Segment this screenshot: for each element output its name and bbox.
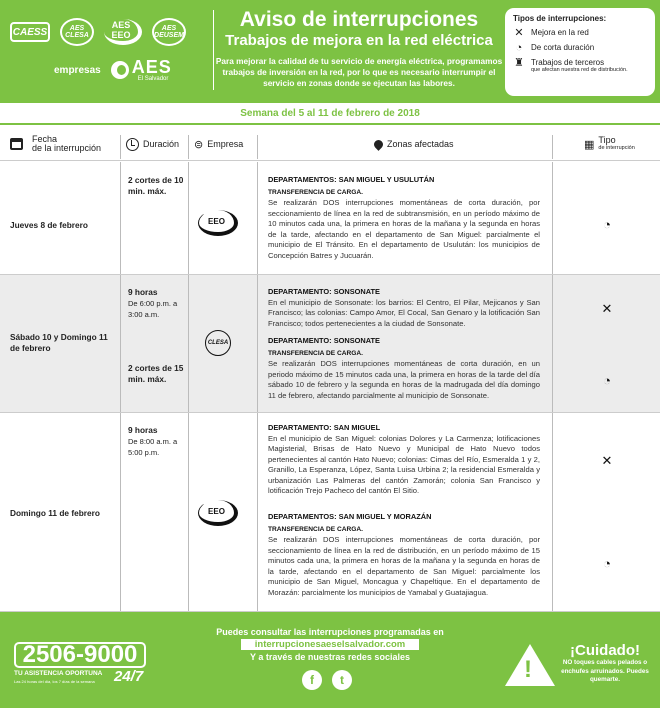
zone-department: DEPARTAMENTOS: SAN MIGUEL Y USULUTÁN	[268, 175, 435, 184]
company-logo-clesa: CLESA	[205, 330, 231, 356]
table-row	[0, 275, 660, 413]
social-links	[302, 670, 352, 690]
column-divider	[188, 135, 189, 159]
column-divider	[257, 413, 258, 611]
short-outage-icon: ◔	[603, 373, 611, 388]
zone-entry	[268, 336, 540, 401]
interruption-types-legend	[505, 8, 655, 96]
column-divider	[552, 162, 553, 274]
zone-department: DEPARTAMENTO: SAN MIGUEL	[268, 423, 381, 432]
zone-entry	[268, 175, 540, 261]
page-subtitle: Trabajos de mejora en la red eléctrica	[225, 32, 493, 49]
legend-title: Tipos de interrupciones:	[513, 14, 607, 23]
company-logos	[10, 18, 210, 82]
deusem-logo: AES DEUSEM	[152, 18, 186, 46]
row-duration	[128, 175, 184, 196]
table-header	[0, 127, 660, 161]
row-date: Jueves 8 de febrero	[10, 220, 88, 230]
header-tipo-sublabel: de interrupción	[598, 145, 635, 151]
column-divider	[257, 162, 258, 274]
warning-text: NO toques cables pelados o enchufes arruinados. Puedes quemarte.	[561, 659, 649, 683]
header-fecha-label: Fecha	[32, 134, 58, 144]
legend-label: Trabajos de terceros	[531, 58, 605, 67]
zone-entry	[268, 287, 540, 329]
table-row	[0, 162, 660, 275]
short-outage-icon: ◔	[515, 42, 523, 54]
caess-logo: CAESS	[10, 22, 50, 42]
zone-department: DEPARTAMENTO: SONSONATE	[268, 336, 380, 345]
duration-main: 2 cortes de 15 min. máx.	[128, 363, 184, 384]
header-tipo	[584, 127, 635, 161]
header-banner	[0, 0, 660, 103]
tools-icon: ✕	[601, 453, 613, 468]
page-title: Aviso de interrupciones	[239, 8, 479, 31]
phone-tagline: TU ASISTENCIA OPORTUNA	[14, 670, 103, 677]
zone-entry	[268, 512, 540, 598]
column-divider	[552, 413, 553, 611]
week-bar	[0, 103, 660, 125]
header-fecha-sublabel: de la interrupción	[32, 143, 102, 153]
legend-label: De corta duración	[531, 43, 595, 52]
website-link[interactable]: interrupcionesaeselsalvador.com	[241, 639, 419, 650]
zone-description: Se realizarán DOS interrupciones momentáneas de corta duración, por seccionamiento de línea en la red de subtransmisión, en un período máximo de 10 minutos cada una, la primera en horas de la mañana y la segunda en horas de la tarde, afectando en el departamento de San Miguel: parcialmente el municipio de El Tránsito. En el departamento de Usulután: los municipios de Concepción Batres y Jucuarán.	[268, 198, 540, 260]
column-divider	[552, 135, 553, 159]
company-logo-eeo: EEO	[198, 210, 238, 236]
row-date: Sábado 10 y Domingo 11 de febrero	[10, 332, 108, 353]
column-divider	[120, 135, 121, 159]
tools-icon: ✕	[514, 27, 524, 39]
twitter-icon[interactable]: t	[332, 670, 352, 690]
column-divider	[257, 275, 258, 412]
duration-main: 9 horas	[128, 425, 158, 435]
zone-description: Se realizarán DOS interrupciones momentáneas de corta duración, por seccionamiento de línea en la red de distribución, en un período máximo de 15 minutos cada una, la primera en horas de la mañana y la segunda en horas de la tarde, afectando en el departamento de San Miguel: parcialmente los municipio de San Miguel, Moncagua y Chapeltique. En el departamento de Morazán: parcialmente los municipios de Yamabal y Guatajiagua.	[268, 535, 540, 597]
calendar-icon	[10, 138, 23, 150]
zone-subtitle: TRANSFERENCIA DE CARGA.	[268, 349, 364, 357]
duration-main: 2 cortes de 10 min. máx.	[128, 175, 184, 196]
row-date: Domingo 11 de febrero	[10, 508, 100, 518]
zone-description: En el municipio de Sonsonate: los barrios: El Centro, El Pilar, Mejicanos y San Francisco; las colonias: Campo Amor, El Cocal, San Genaro y la lotificación San Francisco; todos pertenecientes a la ciudad de Sonsonate.	[268, 297, 540, 328]
duration-detail: De 6:00 p.m. a 3:00 a.m.	[128, 298, 178, 319]
header-duracion-label: Duración	[143, 139, 180, 149]
clock-icon	[126, 138, 139, 151]
header-duracion	[126, 127, 179, 161]
header-fecha	[10, 127, 101, 161]
company-logo-eeo: EEO	[198, 500, 238, 526]
header-empresa	[194, 127, 243, 161]
aes-brand: AES	[131, 57, 172, 77]
phone-number[interactable]: 2506-9000	[14, 642, 146, 668]
row-duration	[128, 363, 184, 384]
column-divider	[188, 162, 189, 274]
footer	[0, 612, 660, 708]
type-icon: ▦	[584, 138, 595, 151]
aes-logo	[111, 58, 172, 82]
consult-block	[195, 627, 465, 662]
aes-brand-sub: El Salvador	[137, 76, 169, 82]
zone-department: DEPARTAMENTOS: SAN MIGUEL Y MORAZÁN	[268, 512, 432, 521]
eeo-logo: AES EEO	[104, 19, 142, 45]
duration-detail: De 8:00 a.m. a 5:00 p.m.	[128, 436, 178, 457]
zone-description: Se realizarán DOS interrupciones momentáneas de corta duración, en un periodo máximo de 15 minutos cada una, la primera en horas de la tarde del día sábado 10 de febrero y la segunda en horas de la madrugada del día domingo 11 de febrero, afectando parcialmente al municipio de Sonsonate.	[268, 359, 540, 400]
title-block	[214, 8, 504, 89]
column-divider	[188, 275, 189, 412]
legend-item-short	[513, 43, 647, 53]
consult-line-2: Y a través de nuestras redes sociales	[250, 652, 410, 662]
zone-description: En el municipio de San Miguel: colonias Dolores y La Carmenza; lotificaciones Magisterial, Brisas de Hato Nuevo y Municipal de Hato Nuevo todos pertenecientes al cantón Hato Nuevo; colonias: Cimas del Río, Esmeralda 1 y 2, Granillo, La Esperanza, López, Santa Luisa Urbina 2; la residencial Esmeralda y urbanización Las Palmeras del cantón Zamorán; colonia San Francisco y lotificación Trejo Pacheco del cantón El Sitio.	[268, 433, 540, 495]
column-divider	[120, 275, 121, 412]
bulb-icon: ⊜	[194, 138, 204, 151]
phone-hours: Las 24 horas del día, los 7 días de la semana	[14, 679, 95, 684]
facebook-icon[interactable]: f	[302, 670, 322, 690]
zone-subtitle: TRANSFERENCIA DE CARGA.	[268, 188, 364, 196]
phone-247: 24/7	[114, 668, 144, 685]
table-row	[0, 413, 660, 612]
legend-sublabel: que afectan nuestra red de distribución.	[531, 67, 628, 73]
warning-block	[555, 642, 655, 685]
aes-swirl-icon	[111, 61, 129, 79]
tools-icon: ✕	[601, 301, 613, 316]
column-divider	[120, 162, 121, 274]
header-zonas	[374, 127, 454, 161]
warning-title: ¡Cuidado!	[570, 642, 640, 659]
header-empresa-label: Empresa	[207, 139, 244, 149]
column-divider	[552, 275, 553, 412]
page-description: Para mejorar la calidad de tu servicio de energía eléctrica, programamos trabajos de inversión en la red, por lo que es necesario interrumpir el servicio en zonas donde se ejecutan las labores.	[215, 56, 503, 88]
row-duration	[128, 425, 188, 459]
short-outage-icon: ◔	[603, 556, 611, 571]
row-duration	[128, 287, 188, 321]
tower-icon: ♜	[514, 57, 524, 69]
header-zonas-label: Zonas afectadas	[387, 139, 454, 149]
header-tipo-label: Tipo	[598, 135, 616, 145]
clesa-logo: AES CLESA	[60, 18, 94, 46]
zone-entry	[268, 423, 540, 497]
zone-department: DEPARTAMENTO: SONSONATE	[268, 287, 380, 296]
location-pin-icon	[372, 138, 385, 151]
exclamation-icon: !	[524, 656, 532, 683]
short-outage-icon: ◔	[603, 217, 611, 232]
legend-item-third-party	[513, 58, 647, 73]
week-range: Semana del 5 al 11 de febrero de 2018	[240, 108, 420, 119]
duration-main: 9 horas	[128, 287, 158, 297]
column-divider	[188, 413, 189, 611]
zone-subtitle: TRANSFERENCIA DE CARGA.	[268, 525, 364, 533]
column-divider	[257, 135, 258, 159]
legend-label: Mejora en la red	[531, 28, 589, 37]
consult-line-1: Puedes consultar las interrupciones programadas en	[216, 627, 444, 637]
column-divider	[120, 413, 121, 611]
empresas-label: empresas	[54, 64, 101, 76]
legend-item-improvement	[513, 28, 647, 38]
